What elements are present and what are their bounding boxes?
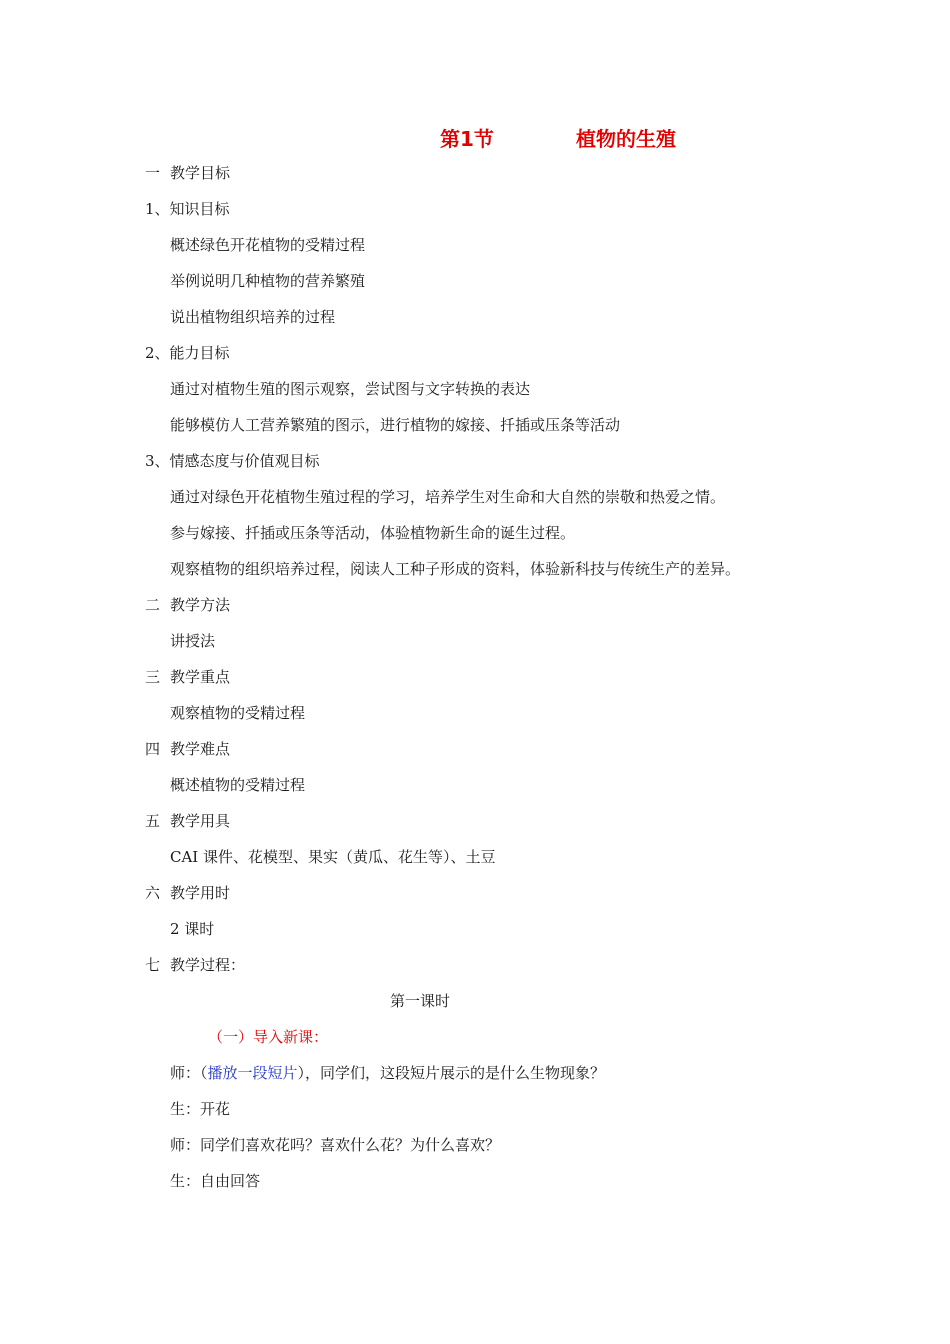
subheading-knowledge-goals: 1、知识目标 [145,200,230,218]
section-content: 2 课时 [170,920,215,938]
goal-item: 说出植物组织培养的过程 [170,308,336,326]
heading-teaching-method: 二 教学方法 [145,596,231,614]
section-name: 植物的生殖 [576,127,676,151]
section-content: CAI 课件、花模型、果实（黄瓜、花生等）、土豆 [170,848,496,866]
goal-item: 参与嫁接、扦插或压条等活动，体验植物新生命的诞生过程。 [170,524,576,542]
goal-item: 通过对绿色开花植物生殖过程的学习，培养学生对生命和大自然的崇敬和热爱之情。 [170,488,726,506]
goal-item: 概述绿色开花植物的受精过程 [170,236,366,254]
stage-direction: 播放一段短片 [207,1064,298,1082]
goal-item: 通过对植物生殖的图示观察，尝试图与文字转换的表达 [170,380,531,398]
section-content: 观察植物的受精过程 [170,704,306,722]
dialogue-line: 生：开花 [170,1100,231,1118]
goal-item: 能够模仿人工营养繁殖的图示，进行植物的嫁接、扦插或压条等活动 [170,416,621,434]
period-heading: 第一课时 [389,992,450,1010]
section-number: 第1节 [440,127,494,151]
heading-difficulties: 四 教学难点 [145,740,231,758]
goal-item: 观察植物的组织培养过程，阅读人工种子形成的资料，体验新科技与传统生产的差异。 [170,560,741,578]
section-content: 讲授法 [170,632,216,650]
dialogue-line: 生：自由回答 [170,1172,261,1190]
subheading-attitude-goals: 3、情感态度与价值观目标 [145,452,320,470]
subsection-intro-heading: （一）导入新课： [208,1028,329,1046]
goal-item: 举例说明几种植物的营养繁殖 [170,272,366,290]
subheading-ability-goals: 2、能力目标 [145,344,230,362]
dialogue-line: 师：同学们喜欢花吗？喜欢什么花？为什么喜欢？ [170,1136,501,1154]
lesson-title [0,123,950,153]
heading-teaching-process: 七 教学过程： [145,956,246,974]
dialogue-line: 师：（播放一段短片），同学们，这段短片展示的是什么生物现象？ [170,1064,606,1082]
heading-teaching-tools: 五 教学用具 [145,812,231,830]
section-content: 概述植物的受精过程 [170,776,306,794]
heading-teaching-goals: 一 教学目标 [145,164,231,182]
heading-teaching-time: 六 教学用时 [145,884,231,902]
heading-key-points: 三 教学重点 [145,668,231,686]
